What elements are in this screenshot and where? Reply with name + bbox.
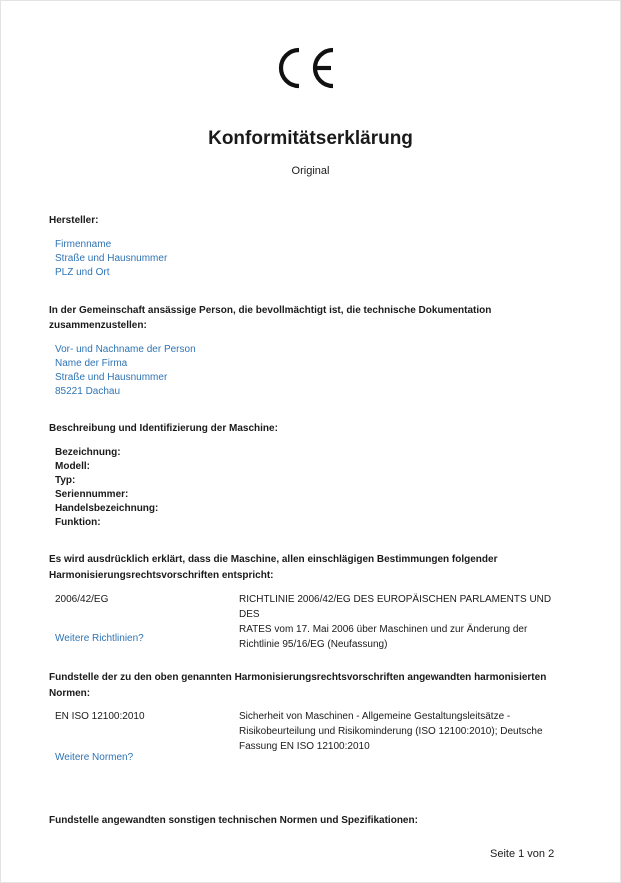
machine-field-handelsbezeichnung: Handelsbezeichnung: xyxy=(55,503,159,514)
manufacturer-street[interactable]: Straße und Hausnummer xyxy=(55,253,168,264)
standard-description-line: Sicherheit von Maschinen - Allgemeine Gestaltungsleitsätze - xyxy=(239,711,511,722)
more-directives-link[interactable]: Weitere Richtlinien? xyxy=(55,633,144,644)
directive-description-line: RICHTLINIE 2006/42/EG DES EUROPÄISCHEN PARLAMENTS UND DES xyxy=(239,594,552,620)
standards-heading-line1: Fundstelle der zu den oben genannten Harmonisierungsrechtsvorschriften angewandten harmonisierten xyxy=(49,672,547,683)
manufacturer-heading: Hersteller: xyxy=(49,215,99,226)
directive-description xyxy=(239,592,569,652)
authorized-person-street[interactable]: Straße und Hausnummer xyxy=(55,372,168,383)
standard-description-line: Risikobeurteilung und Risikominderung (ISO 12100:2010); Deutsche xyxy=(239,726,543,737)
more-standards-link[interactable]: Weitere Normen? xyxy=(55,752,134,763)
authorized-person-city[interactable]: 85221 Dachau xyxy=(55,386,121,397)
directive-code: 2006/42/EG xyxy=(55,594,109,605)
directives-heading-line2: Harmonisierungsrechtsvorschriften entspricht: xyxy=(49,570,274,581)
standards-heading-line2: Normen: xyxy=(49,688,91,699)
directives-heading-line1: Es wird ausdrücklich erklärt, dass die Maschine, allen einschlägigen Bestimmungen folgender xyxy=(49,554,498,565)
machine-field-typ: Typ: xyxy=(55,475,76,486)
authorized-person-name[interactable]: Vor- und Nachname der Person xyxy=(55,344,196,355)
page-subtitle: Original xyxy=(291,165,330,177)
authorized-person-heading-line2: zusammenzustellen: xyxy=(49,320,147,331)
machine-field-funktion: Funktion: xyxy=(55,517,101,528)
page-title: Konformitätserklärung xyxy=(208,128,413,149)
standard-description-line: Fassung EN ISO 12100:2010 xyxy=(239,741,370,752)
standard-code: EN ISO 12100:2010 xyxy=(55,711,145,722)
manufacturer-company[interactable]: Firmenname xyxy=(55,239,112,250)
machine-heading: Beschreibung und Identifizierung der Maschine: xyxy=(49,423,278,434)
ce-mark-logo xyxy=(271,46,335,90)
page-number: Seite 1 von 2 xyxy=(490,848,555,860)
directive-description-line: Richtlinie 95/16/EG (Neufassung) xyxy=(239,639,388,650)
manufacturer-city[interactable]: PLZ und Ort xyxy=(55,267,110,278)
machine-field-seriennummer: Seriennummer: xyxy=(55,489,129,500)
authorized-person-company[interactable]: Name der Firma xyxy=(55,358,128,369)
machine-field-modell: Modell: xyxy=(55,461,90,472)
standard-description xyxy=(239,709,569,754)
directive-description-line: RATES vom 17. Mai 2006 über Maschinen und zur Änderung der xyxy=(239,624,528,635)
other-standards-heading: Fundstelle angewandten sonstigen technischen Normen und Spezifikationen: xyxy=(49,815,418,826)
authorized-person-heading-line1: In der Gemeinschaft ansässige Person, die bevollmächtigt ist, die technische Dokumentation xyxy=(49,305,492,316)
machine-field-bezeichnung: Bezeichnung: xyxy=(55,447,121,458)
